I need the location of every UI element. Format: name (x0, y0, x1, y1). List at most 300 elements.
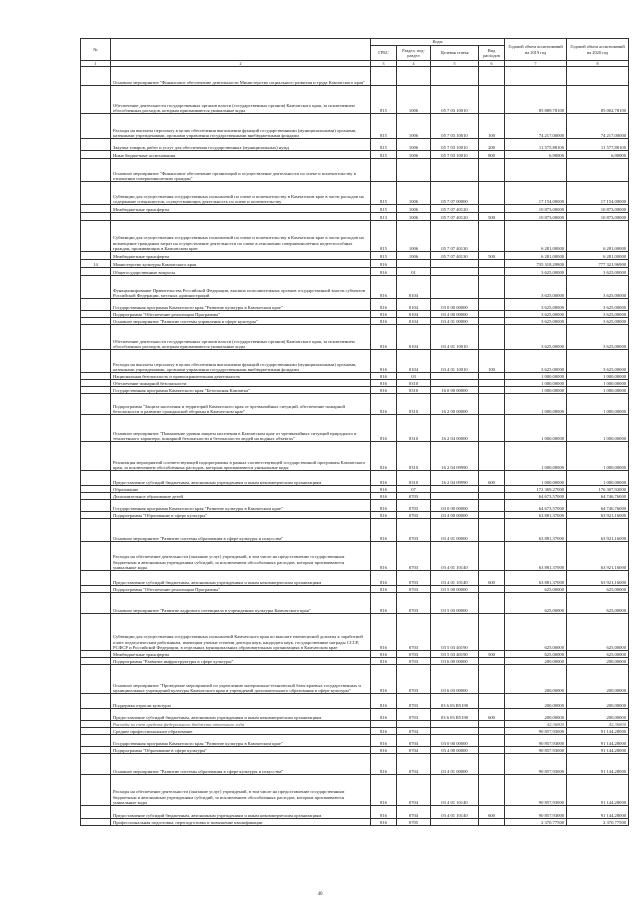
row-number (81, 586, 111, 593)
row-vr (479, 512, 505, 519)
table-row (81, 268, 629, 276)
row-csr: 03 4 01 10140 (431, 806, 479, 819)
row-amount-2020: 625,00000 (567, 651, 629, 658)
row-amount-2020: 200,00000 (567, 694, 629, 709)
row-name: Министерство культуры Камчатского края (111, 260, 371, 268)
row-amount-2020: 1 000,00000 (567, 415, 629, 442)
row-number (81, 519, 111, 542)
row-csr: 03 4 01 00000 (431, 318, 479, 325)
header-name (111, 39, 371, 61)
row-amount-2020: 176 307,92000 (567, 486, 629, 493)
row-amount-2020: 625,00000 (567, 593, 629, 614)
row-amount-2020: 91 144,28000 (567, 775, 629, 806)
table-row (81, 151, 629, 159)
row-razdel: 1006 (397, 213, 431, 221)
row-vr (479, 268, 505, 276)
row-number (81, 159, 111, 182)
row-razdel: 0703 (397, 519, 431, 542)
row-number (81, 182, 111, 205)
table-row (81, 512, 629, 519)
row-name: Подпрограмма "Обеспечение реализации Программы" (111, 586, 371, 593)
row-amount-2020: 63 921,16000 (567, 542, 629, 571)
row-amount-2020: 625,00000 (567, 614, 629, 651)
row-number (81, 486, 111, 493)
row-name: Расходы на обеспечение деятельности (оказание услуг) учреждений, в том числе на предоставление государственным бюджетным и автономным учреждениям субсидий, за исключением обособленных расходов, которым присваиваются уникальные коды (111, 775, 371, 806)
row-number (81, 221, 111, 252)
row-amount-2019: 2 370,77500 (505, 819, 567, 826)
row-csr: 05 7 03 10010 (431, 114, 479, 139)
table-row (81, 586, 629, 593)
row-name: Государственная программа Камчатского края "Развитие культуры в Камчатском крае" (111, 299, 371, 311)
row-razdel: 0703 (397, 512, 431, 519)
row-name: Государственная программа Камчатского края "Развитие культуры в Камчатском крае" (111, 500, 371, 512)
row-razdel: 0310 (397, 442, 431, 471)
row-csr: 03 5 00 00000 (431, 586, 479, 593)
row-csr: 03 0 00 00000 (431, 299, 479, 311)
row-name: Межбюджетные трансферты (111, 252, 371, 260)
row-amount-2019: 10 873,00000 (505, 213, 567, 221)
row-number (81, 500, 111, 512)
row-grbs: 815 (371, 86, 397, 114)
table-row (81, 500, 629, 512)
table-row (81, 694, 629, 709)
row-amount-2020: 3 625,00000 (567, 318, 629, 325)
row-amount-2020: 63 921,16000 (567, 571, 629, 586)
row-grbs: 816 (371, 586, 397, 593)
row-amount-2019: 90 857,93000 (505, 735, 567, 747)
row-csr: 03 5 03 00000 (431, 593, 479, 614)
row-csr: 16 0 00 00000 (431, 387, 479, 394)
row-amount-2020: 85 002,78100 (567, 86, 629, 114)
row-name: Обеспечение деятельности государственных органов власти (государственных органов) Камчатского края, за исключением обособленных расходов, которым присваиваются уникальные коды (111, 325, 371, 350)
row-razdel (397, 721, 431, 728)
row-grbs: 816 (371, 493, 397, 500)
budget-table-page (80, 38, 628, 826)
row-number (81, 86, 111, 114)
table-row (81, 260, 629, 268)
row-grbs: 815 (371, 221, 397, 252)
row-name: Поддержка отрасли культуры (111, 694, 371, 709)
row-number (81, 276, 111, 299)
row-razdel: 0703 (397, 493, 431, 500)
row-number (81, 709, 111, 721)
row-razdel: 0310 (397, 380, 431, 387)
row-name: Образование (111, 486, 371, 493)
row-razdel: 1006 (397, 114, 431, 139)
table-row (81, 139, 629, 151)
row-razdel: 0104 (397, 325, 431, 350)
row-number (81, 542, 111, 571)
table-row (81, 350, 629, 373)
row-csr: 16 2 04 09990 (431, 471, 479, 486)
row-number (81, 67, 111, 86)
row-name: Основное мероприятие "Финансовое обеспечение деятельности Министерства социального развития и труда Камчатского края" (111, 67, 371, 86)
row-name: Расходы на выплаты персоналу в целях обеспечения выполнения функций государственными (муниципальными) органами, казенными учреждениями, органами управления государственными внебюджетными фондами (111, 350, 371, 373)
row-amount-2020: 1 000,00000 (567, 442, 629, 471)
column-index: 6 (479, 61, 505, 67)
row-csr: 03 4 00 00000 (431, 512, 479, 519)
row-razdel: 1006 (397, 139, 431, 151)
page-number: 40 (317, 892, 323, 897)
row-csr: 03 6 03 R5190 (431, 709, 479, 721)
row-razdel: 1006 (397, 151, 431, 159)
row-grbs: 816 (371, 709, 397, 721)
row-amount-2019: 6 281,00000 (505, 221, 567, 252)
row-vr (479, 500, 505, 512)
row-grbs: 816 (371, 571, 397, 586)
row-vr (479, 159, 505, 182)
row-grbs: 813 (371, 213, 397, 221)
row-razdel: 0704 (397, 806, 431, 819)
row-amount-2020: 91 144,28000 (567, 754, 629, 775)
row-number (81, 721, 111, 728)
row-vr: 600 (479, 709, 505, 721)
row-razdel: 0310 (397, 471, 431, 486)
row-amount-2019: 90 857,93000 (505, 754, 567, 775)
row-grbs: 816 (371, 486, 397, 493)
row-csr (431, 721, 479, 728)
row-razdel: 0104 (397, 318, 431, 325)
row-amount-2019: 200,00000 (505, 658, 567, 665)
row-vr (479, 486, 505, 493)
row-csr: 03 4 01 10140 (431, 542, 479, 571)
row-grbs: 816 (371, 394, 397, 415)
row-amount-2019: 3 625,00000 (505, 350, 567, 373)
row-razdel: 0310 (397, 394, 431, 415)
row-grbs: 815 (371, 139, 397, 151)
row-amount-2020: 3 625,00000 (567, 268, 629, 276)
row-vr (479, 276, 505, 299)
row-name: Основное мероприятие "Развитие системы образования в сфере культуры и искусства" (111, 519, 371, 542)
table-row (81, 806, 629, 819)
row-csr: 03 4 00 00000 (431, 311, 479, 318)
row-name: Национальная безопасность и правоохранительная деятельность (111, 373, 371, 380)
row-number (81, 571, 111, 586)
table-row (81, 735, 629, 747)
row-vr: 600 (479, 471, 505, 486)
row-csr: 16 2 04 00000 (431, 415, 479, 442)
table-row (81, 593, 629, 614)
row-number (81, 311, 111, 318)
row-vr: 600 (479, 806, 505, 819)
row-grbs: 816 (371, 325, 397, 350)
row-vr (479, 593, 505, 614)
column-index: 3 (371, 61, 397, 67)
row-csr: 03 0 00 00000 (431, 735, 479, 747)
row-name: Основное мероприятие "Развитие системы образования в сфере культуры и искусства" (111, 754, 371, 775)
row-number (81, 213, 111, 221)
row-amount-2020: 64 746,76000 (567, 500, 629, 512)
row-vr (479, 519, 505, 542)
row-amount-2020: 91 144,28000 (567, 806, 629, 819)
row-csr: 03 4 00 00000 (431, 747, 479, 754)
row-amount-2019: 200,00000 (505, 665, 567, 694)
row-grbs: 816 (371, 299, 397, 311)
row-amount-2019 (505, 159, 567, 182)
row-amount-2019: 625,00000 (505, 593, 567, 614)
row-amount-2020: 10 873,00000 (567, 213, 629, 221)
row-amount-2019: 90 857,93000 (505, 728, 567, 735)
row-amount-2020: 91 144,28000 (567, 747, 629, 754)
row-amount-2019: 74 217,00000 (505, 114, 567, 139)
row-grbs: 816 (371, 658, 397, 665)
row-vr (479, 387, 505, 394)
row-amount-2019: 64 673,57000 (505, 500, 567, 512)
row-number (81, 252, 111, 260)
row-csr (431, 67, 479, 86)
row-amount-2019: 735 318,29800 (505, 260, 567, 268)
row-vr: 100 (479, 114, 505, 139)
row-number (81, 268, 111, 276)
row-amount-2020: 64 746,76000 (567, 493, 629, 500)
row-amount-2019: 63 881,37000 (505, 512, 567, 519)
row-name: Субвенции для осуществления государственных полномочий по опеке и попечительству в Камчатском крае в части расходов на содержание специалистов, осуществляющих деятельность по опеке и попечительству (111, 182, 371, 205)
row-number (81, 387, 111, 394)
row-razdel: 0104 (397, 311, 431, 318)
row-grbs: 815 (371, 114, 397, 139)
row-vr (479, 819, 505, 826)
row-name: Основное мероприятие "Финансовое обеспечение организаций и осуществление деятельности по опеке и попечительству в отношении совершеннолетних граждан" (111, 159, 371, 182)
row-grbs: 816 (371, 542, 397, 571)
row-number (81, 614, 111, 651)
header-codes: Коды (371, 39, 505, 46)
row-vr (479, 721, 505, 728)
row-amount-2019: 625,00000 (505, 586, 567, 593)
row-amount-2020: 1 000,00000 (567, 471, 629, 486)
column-index: 5 (431, 61, 479, 67)
row-amount-2019: 1 000,00000 (505, 373, 567, 380)
row-csr: 16 2 04 09990 (431, 442, 479, 471)
row-razdel: 1006 (397, 205, 431, 213)
row-grbs: 816 (371, 806, 397, 819)
row-vr (479, 775, 505, 806)
row-name: Государственная программа Камчатского края "Развитие культуры в Камчатском крае" (111, 735, 371, 747)
row-csr: 03 4 01 00000 (431, 519, 479, 542)
header-num: № (81, 39, 111, 61)
row-name: Подпрограмма "Образование в сфере культуры" (111, 512, 371, 519)
table-row (81, 221, 629, 252)
row-name: Среднее профессиональное образование (111, 728, 371, 735)
row-grbs: 816 (371, 500, 397, 512)
row-csr: 05 7 07 40130 (431, 252, 479, 260)
row-razdel: 0703 (397, 694, 431, 709)
row-vr (479, 442, 505, 471)
row-number (81, 754, 111, 775)
table-row (81, 213, 629, 221)
row-grbs (371, 67, 397, 86)
row-amount-2019: 1 000,00000 (505, 415, 567, 442)
row-vr (479, 394, 505, 415)
row-amount-2020: 42,36800 (567, 721, 629, 728)
row-csr: 05 7 03 10010 (431, 86, 479, 114)
row-amount-2019 (505, 67, 567, 86)
row-csr (431, 268, 479, 276)
row-amount-2019: 63 881,37000 (505, 519, 567, 542)
row-razdel: 0704 (397, 747, 431, 754)
row-razdel: 01 (397, 268, 431, 276)
row-name: Расходы на выплаты персоналу в целях обеспечения выполнения функций государственными (муниципальными) органами, казенными учреждениями, органами управления государственными внебюджетными фондами (111, 114, 371, 139)
row-grbs: 816 (371, 415, 397, 442)
row-amount-2020: 1 000,00000 (567, 373, 629, 380)
row-vr: 500 (479, 252, 505, 260)
row-razdel: 0704 (397, 728, 431, 735)
row-amount-2020: 1 000,00000 (567, 380, 629, 387)
row-razdel: 0703 (397, 651, 431, 658)
row-amount-2020: 200,00000 (567, 665, 629, 694)
row-amount-2019: 3 625,00000 (505, 311, 567, 318)
row-csr: 03 4 01 00000 (431, 754, 479, 775)
row-vr: 500 (479, 651, 505, 658)
row-razdel: 1006 (397, 252, 431, 260)
row-vr: 100 (479, 350, 505, 373)
row-csr: 05 7 03 10010 (431, 151, 479, 159)
row-razdel: 0703 (397, 665, 431, 694)
row-amount-2020: 63 921,16000 (567, 519, 629, 542)
row-grbs: 815 (371, 205, 397, 213)
row-number (81, 665, 111, 694)
row-amount-2019: 200,00000 (505, 694, 567, 709)
table-row (81, 325, 629, 350)
header-year-2019: Годовой объем ассигнований на 2019 год (505, 39, 567, 61)
row-razdel: 0703 (397, 658, 431, 665)
row-csr: 03 6 03 R5190 (431, 694, 479, 709)
row-name: Основное мероприятие "Развитие системы управления в сфере культуры" (111, 318, 371, 325)
table-row (81, 754, 629, 775)
row-number (81, 394, 111, 415)
row-name: Государственная программа Камчатского края "Безопасная Камчатка" (111, 387, 371, 394)
table-row (81, 571, 629, 586)
row-number (81, 493, 111, 500)
table-row (81, 658, 629, 665)
row-csr (431, 819, 479, 826)
row-csr (431, 260, 479, 268)
row-razdel: 0703 (397, 542, 431, 571)
row-vr (479, 205, 505, 213)
row-razdel: 0704 (397, 754, 431, 775)
row-name (111, 213, 371, 221)
row-name: Обеспечение деятельности государственных органов власти (государственных органов) Камчатского края, за исключением обособленных расходов, которым присваиваются уникальные коды (111, 86, 371, 114)
row-amount-2019: 6,90000 (505, 151, 567, 159)
row-grbs: 816 (371, 311, 397, 318)
row-amount-2019: 3 625,00000 (505, 299, 567, 311)
row-number: 14 (81, 260, 111, 268)
row-grbs: 816 (371, 512, 397, 519)
row-grbs: 816 (371, 318, 397, 325)
row-number (81, 735, 111, 747)
row-amount-2019: 1 000,00000 (505, 387, 567, 394)
row-amount-2019: 90 857,93000 (505, 775, 567, 806)
row-name: Расходы на обеспечение деятельности (оказание услуг) учреждений, в том числе на предоставление государственным бюджетным и автономным учреждениям субсидий, за исключением обособленных расходов, которым присваиваются уникальные коды (111, 542, 371, 571)
table-row (81, 493, 629, 500)
row-amount-2019: 3 625,00000 (505, 276, 567, 299)
row-name: Подпрограмма "Развитие инфраструктуры в сфере культуры" (111, 658, 371, 665)
row-amount-2020: 91 144,28000 (567, 735, 629, 747)
row-amount-2019: 3 625,00000 (505, 318, 567, 325)
row-vr (479, 658, 505, 665)
row-vr (479, 373, 505, 380)
header-razdel: Раздел, под-раздел (397, 46, 431, 61)
row-vr (479, 311, 505, 318)
row-grbs: 816 (371, 593, 397, 614)
row-number (81, 299, 111, 311)
table-row (81, 471, 629, 486)
row-name: Основное мероприятие "Развитие кадрового потенциала в учреждениях культуры Камчатского края" (111, 593, 371, 614)
table-row (81, 380, 629, 387)
row-name: Предоставление субсидий бюджетным, автономным учреждениям и иным некоммерческим организациям (111, 471, 371, 486)
row-csr (431, 493, 479, 500)
row-name: Межбюджетные трансферты (111, 651, 371, 658)
row-amount-2020: 200,00000 (567, 658, 629, 665)
row-number (81, 325, 111, 350)
row-name: Функционирование Правительства Российской Федерации, высших исполнительных органов государственной власти субъектов Российской Федерации, местных администраций (111, 276, 371, 299)
row-grbs: 816 (371, 775, 397, 806)
row-amount-2020: 2 370,77500 (567, 819, 629, 826)
row-razdel: 0703 (397, 593, 431, 614)
row-razdel: 0104 (397, 276, 431, 299)
row-amount-2019: 1 000,00000 (505, 442, 567, 471)
row-amount-2020: 1 000,00000 (567, 394, 629, 415)
row-amount-2020 (567, 67, 629, 86)
row-amount-2019: 1 000,00000 (505, 380, 567, 387)
row-amount-2019: 3 625,00000 (505, 325, 567, 350)
table-row (81, 442, 629, 471)
table-row (81, 373, 629, 380)
row-amount-2020: 10 873,00000 (567, 205, 629, 213)
row-name: Подпрограмма "Защита населения и территорий Камчатского края от чрезвычайных ситуаций, обеспечение пожарной безопасности и развитие гражданской обороны в Камчатском крае" (111, 394, 371, 415)
row-csr: 05 7 07 40120 (431, 213, 479, 221)
table-row (81, 486, 629, 493)
row-amount-2020: 17 154,00000 (567, 182, 629, 205)
row-vr (479, 665, 505, 694)
row-number (81, 819, 111, 826)
row-number (81, 373, 111, 380)
table-row (81, 311, 629, 318)
row-grbs: 816 (371, 471, 397, 486)
row-razdel: 03 (397, 373, 431, 380)
row-amount-2019: 63 881,37000 (505, 542, 567, 571)
column-index: 4 (397, 61, 431, 67)
table-row (81, 747, 629, 754)
row-amount-2020: 6 281,00000 (567, 252, 629, 260)
row-amount-2019: 6 281,00000 (505, 252, 567, 260)
table-row (81, 252, 629, 260)
row-grbs: 816 (371, 665, 397, 694)
row-csr: 05 7 07 00000 (431, 182, 479, 205)
row-razdel: 1006 (397, 86, 431, 114)
row-number (81, 350, 111, 373)
row-csr: 05 7 07 40130 (431, 221, 479, 252)
row-razdel: 0703 (397, 614, 431, 651)
row-csr: 03 4 01 10140 (431, 775, 479, 806)
row-number (81, 658, 111, 665)
row-grbs: 816 (371, 373, 397, 380)
row-name: Дополнительное образование детей (111, 493, 371, 500)
row-vr (479, 260, 505, 268)
budget-table (80, 38, 629, 826)
table-row (81, 205, 629, 213)
row-name: Подпрограмма "Образование в сфере культуры" (111, 747, 371, 754)
row-vr (479, 586, 505, 593)
row-vr (479, 182, 505, 205)
row-grbs: 816 (371, 614, 397, 651)
column-index: 8 (567, 61, 629, 67)
row-amount-2019: 3 625,00000 (505, 268, 567, 276)
row-grbs: 816 (371, 694, 397, 709)
row-amount-2020: 777 321,96900 (567, 260, 629, 268)
row-vr (479, 614, 505, 651)
row-name: Обеспечение пожарной безопасности (111, 380, 371, 387)
table-row (81, 721, 629, 728)
